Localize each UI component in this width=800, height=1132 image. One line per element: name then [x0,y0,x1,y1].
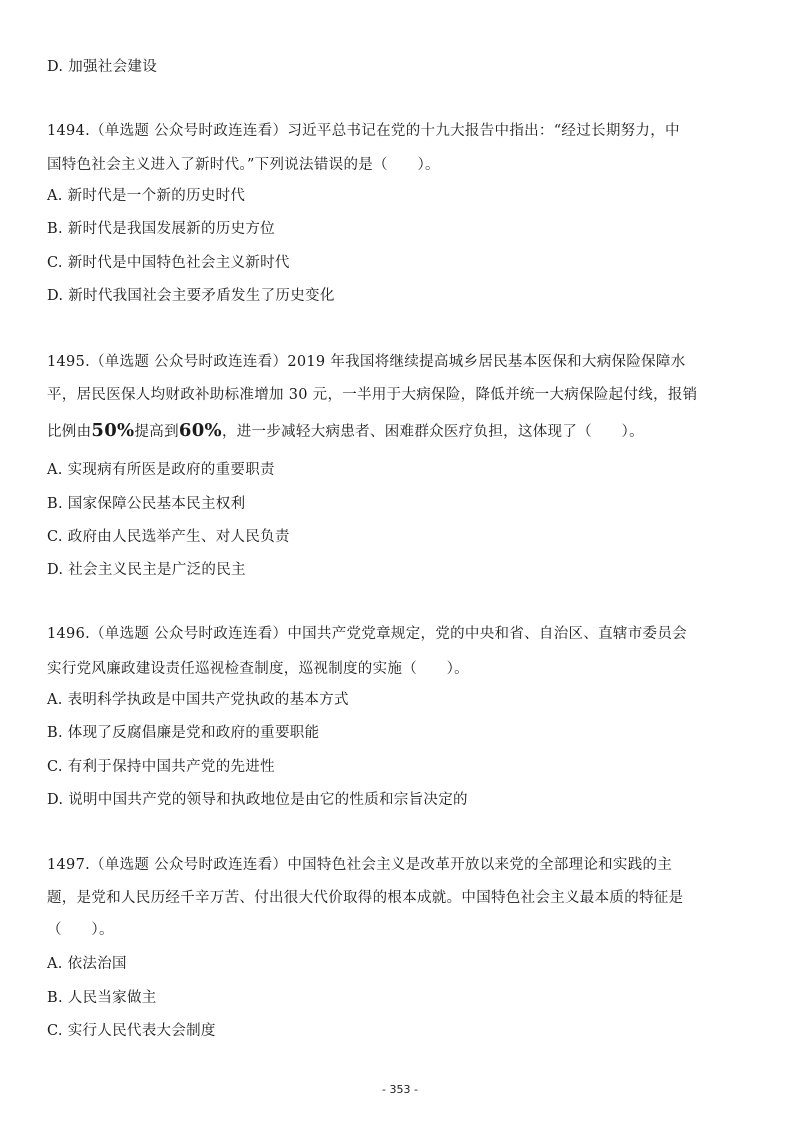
percentage-60: 60% [178,420,222,441]
question-stem-line: 国特色社会主义进入了新时代。”下列说法错误的是（ ）。 [47,157,440,173]
option-c: C. 实行人民代表大会制度 [47,1023,216,1039]
option-d: D. 新时代我国社会主要矛盾发生了历史变化 [47,288,335,304]
question-stem-line: 1495.（单选题 公众号时政连连看）2019 年我国将继续提高城乡居民基本医保和大病保险保障水 [47,354,686,370]
page-number: - 353 - [382,1083,418,1096]
stem-text: 比例由 [47,424,92,440]
question-stem-line: 1496.（单选题 公众号时政连连看）中国共产党党章规定，党的中央和省、自治区、直辖市委员会 [47,626,687,642]
question-stem-line: （ ）。 [47,922,114,938]
question-stem-line: 1497.（单选题 公众号时政连连看）中国特色社会主义是改革开放以来党的全部理论和实践的主 [47,857,673,873]
option-a: A. 实现病有所医是政府的重要职责 [47,462,275,478]
option-b: B. 国家保障公民基本民主权利 [47,496,246,512]
question-stem-line: 实行党风廉政建设责任巡视检查制度，巡视制度的实施（ ）。 [47,661,469,677]
option-a: A. 新时代是一个新的历史时代 [47,188,246,204]
question-stem-line: 平，居民医保人均财政补助标准增加 30 元，一半用于大病保险，降低并统一大病保险起付线，报销 [47,387,698,403]
option-a: A. 依法治国 [47,956,127,972]
option-c: C. 政府由人民选举产生、对人民负责 [47,529,290,545]
prev-option-d: D. 加强社会建设 [47,59,158,75]
option-a: A. 表明科学执政是中国共产党执政的基本方式 [47,692,349,708]
question-stem-line [47,421,644,442]
question-stem-line: 1494.（单选题 公众号时政连连看）习近平总书记在党的十九大报告中指出：“经过长期努力，中 [47,123,680,139]
option-b: B. 新时代是我国发展新的历史方位 [47,221,275,237]
stem-text: ，进一步减轻大病患者、困难群众医疗负担，这体现了（ ）。 [221,424,644,440]
option-c: C. 有利于保持中国共产党的先进性 [47,759,275,775]
option-d: D. 说明中国共产党的领导和执政地位是由它的性质和宗旨决定的 [47,792,468,808]
option-b: B. 人民当家做主 [47,990,157,1006]
option-c: C. 新时代是中国特色社会主义新时代 [47,255,290,271]
percentage-50: 50% [91,420,135,441]
stem-text: 提高到 [134,424,179,440]
option-d: D. 社会主义民主是广泛的民主 [47,562,246,578]
question-stem-line: 题，是党和人民历经千辛万苦、付出很大代价取得的根本成就。中国特色社会主义最本质的特征是 [47,890,684,906]
option-b: B. 体现了反腐倡廉是党和政府的重要职能 [47,725,320,741]
